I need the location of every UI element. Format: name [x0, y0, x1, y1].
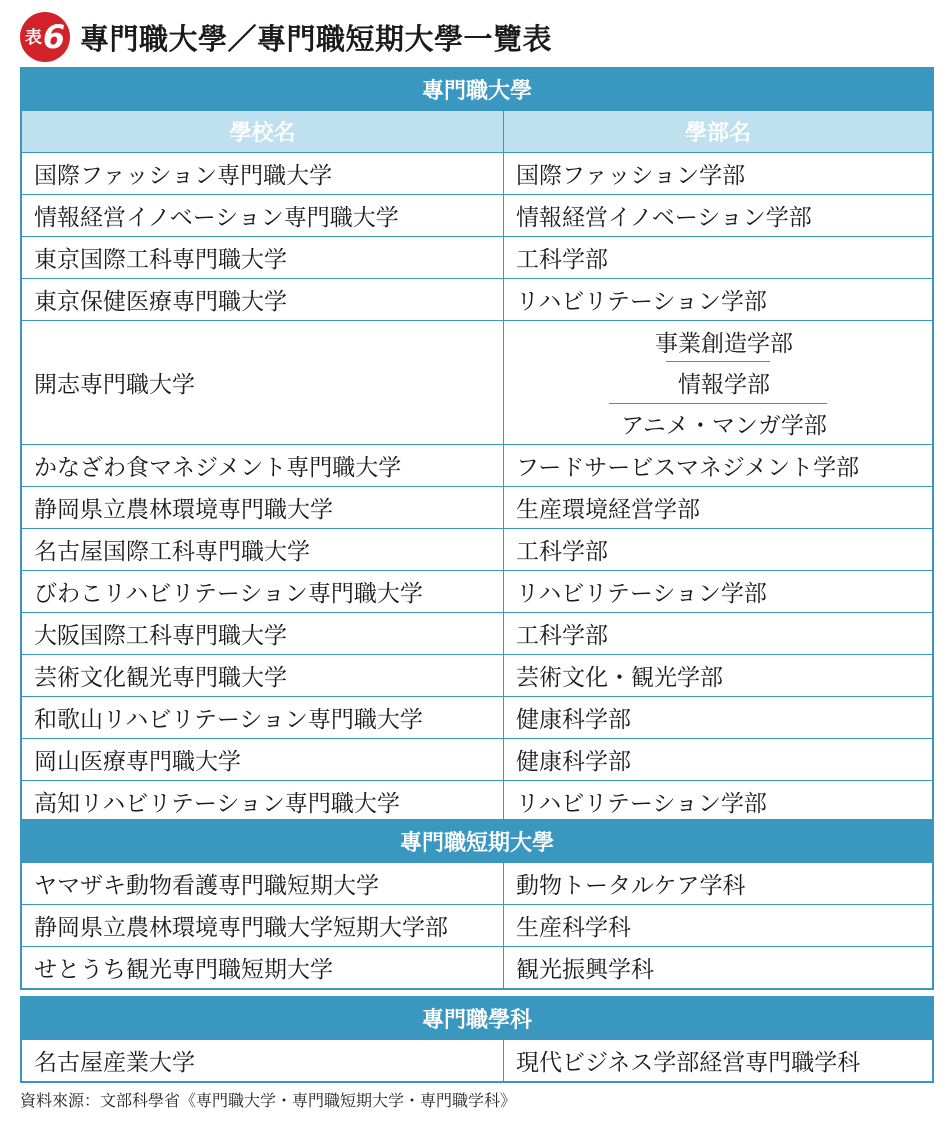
faculty-cell: 芸術文化・観光学部	[516, 665, 723, 691]
school-cell: 情報経営イノベーション専門職大学	[22, 195, 504, 236]
professional-junior-college-table	[20, 819, 934, 990]
table-number-badge: 表 6	[20, 12, 70, 62]
school-cell: かなざわ食マネジメント専門職大学	[22, 445, 504, 486]
faculty-cell: リハビリテーション学部	[516, 289, 767, 315]
school-cell: びわこリハビリテーション専門職大学	[22, 571, 504, 612]
school-cell: せとうち観光専門職短期大学	[22, 947, 504, 988]
faculty-cell: 生産科学科	[516, 915, 631, 941]
school-cell: 静岡県立農林環境専門職大学	[22, 487, 504, 528]
table-row	[22, 780, 932, 822]
professional-department-table	[20, 996, 934, 1083]
professional-university-table	[20, 67, 934, 824]
faculty-stack	[504, 321, 932, 444]
faculty-cell: 情報経営イノベーション学部	[516, 205, 812, 231]
table-row	[22, 612, 932, 654]
school-cell: 名古屋国際工科専門職大学	[22, 529, 504, 570]
school-cell: 東京保健医療専門職大学	[22, 279, 504, 320]
table-row	[22, 654, 932, 696]
column-header-school: 學校名	[22, 111, 504, 152]
faculty-cell: リハビリテーション学部	[516, 791, 767, 817]
faculty-cell: 動物トータルケア学科	[516, 873, 746, 899]
table-row	[22, 946, 932, 988]
school-cell: 高知リハビリテーション専門職大学	[22, 781, 504, 822]
faculty-cell: アニメ・マンガ学部	[609, 403, 827, 444]
school-cell: 静岡県立農林環境専門職大学短期大学部	[22, 905, 504, 946]
table-row	[22, 194, 932, 236]
school-cell: 芸術文化観光専門職大学	[22, 655, 504, 696]
school-cell: 開志専門職大学	[22, 321, 504, 444]
table-row	[22, 278, 932, 320]
faculty-cell: 現代ビジネス学部経営専門職学科	[516, 1050, 861, 1076]
table-header	[20, 12, 552, 62]
school-cell: 岡山医療専門職大学	[22, 739, 504, 780]
table-row	[22, 528, 932, 570]
table-row-merged	[22, 320, 932, 444]
column-header-faculty: 學部名	[684, 121, 751, 146]
section-title: 專門職學科	[22, 998, 932, 1039]
faculty-cell: 生産環境経営学部	[516, 497, 700, 523]
faculty-cell: 工科学部	[516, 247, 608, 273]
table-row	[22, 486, 932, 528]
table-row	[22, 904, 932, 946]
table-row	[22, 696, 932, 738]
table-row	[22, 570, 932, 612]
table-row	[22, 738, 932, 780]
faculty-cell: 情報学部	[666, 361, 770, 402]
table-row	[22, 444, 932, 486]
faculty-cell: 健康科学部	[516, 707, 631, 733]
faculty-cell: リハビリテーション学部	[516, 581, 767, 607]
school-cell: ヤマザキ動物看護専門職短期大学	[22, 863, 504, 904]
page-title: 專門職大學／專門職短期大學一覽表	[80, 21, 553, 56]
faculty-cell: フードサービスマネジメント学部	[516, 455, 860, 481]
section-title: 專門職短期大學	[22, 821, 932, 862]
section-title: 專門職大學	[22, 69, 932, 110]
faculty-cell: 観光振興学科	[516, 957, 654, 983]
school-cell: 大阪国際工科専門職大学	[22, 613, 504, 654]
school-cell: 東京国際工科専門職大学	[22, 237, 504, 278]
faculty-cell: 国際ファッション学部	[516, 163, 746, 189]
table-row	[22, 1039, 932, 1081]
faculty-cell: 事業創造学部	[655, 330, 793, 357]
school-cell: 国際ファッション専門職大学	[22, 153, 504, 194]
column-headers	[22, 110, 932, 152]
school-cell: 名古屋産業大学	[22, 1040, 504, 1081]
school-cell: 和歌山リハビリテーション専門職大学	[22, 697, 504, 738]
faculty-cell: 工科学部	[516, 623, 608, 649]
table-row	[22, 236, 932, 278]
source-note: 資料來源：文部科學省《専門職大学・専門職短期大学・専門職学科》	[20, 1091, 517, 1110]
faculty-cell: 工科学部	[516, 539, 608, 565]
table-row	[22, 862, 932, 904]
table-row	[22, 152, 932, 194]
faculty-cell: 健康科学部	[516, 749, 631, 775]
